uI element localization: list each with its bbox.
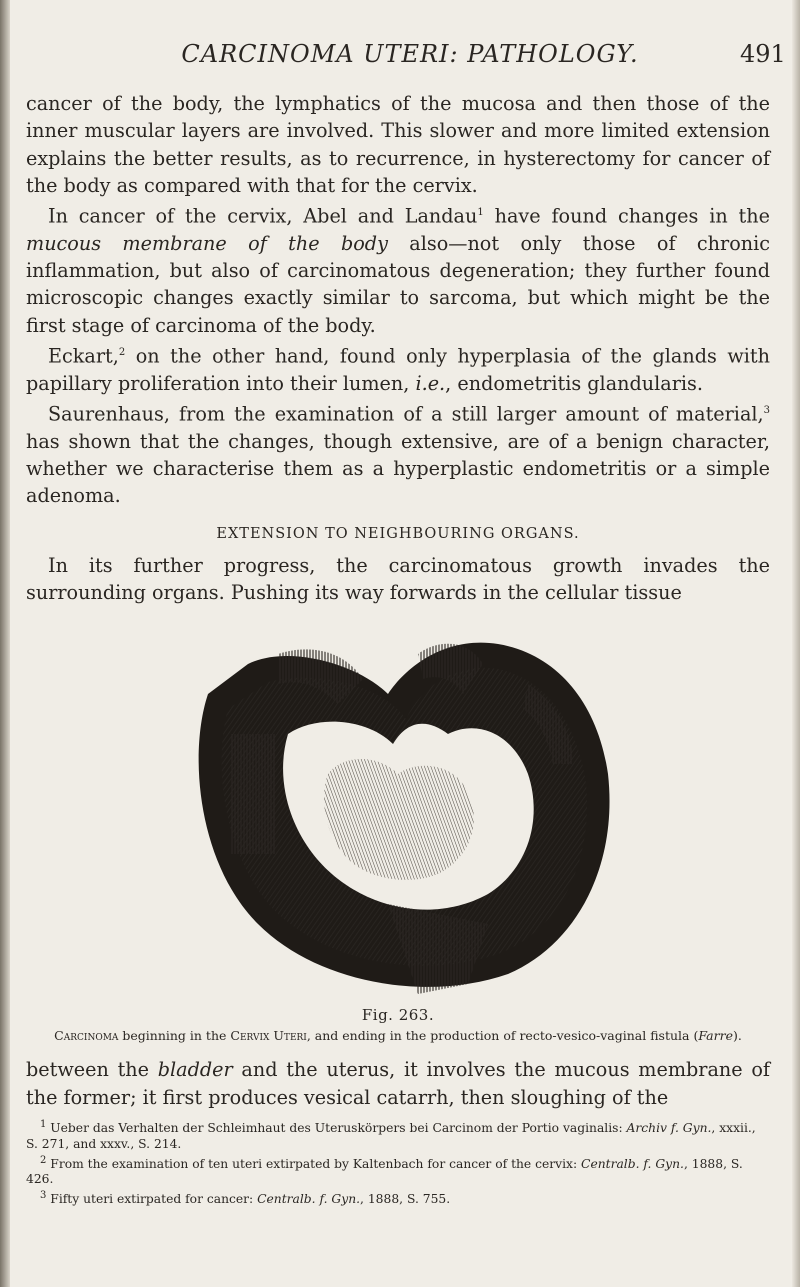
paragraph-text: have found changes in the (483, 204, 770, 228)
paragraph (26, 339, 770, 397)
footnote-text: , xxxii., S. 271, and xxxv., S. 214. (26, 1120, 756, 1151)
figure-label: Fig. 263. (361, 1006, 435, 1025)
caption-text: , and ending in the production of recto-vesico-vaginal fistula ( (306, 1028, 699, 1044)
footnote-italic: Centralb. f. Gyn. (581, 1156, 684, 1171)
paragraph-text: In cancer of the cervix, Abel and Landau (48, 204, 478, 228)
page-body (26, 90, 770, 1208)
caption-text: ). (732, 1028, 742, 1044)
footnote-text: , 1888, S. 755. (360, 1192, 451, 1207)
paragraph-text: on the other hand, found only hyperplasia of the glands with papillary proliferation into their lumen, (26, 344, 770, 395)
page-left-edge (0, 0, 10, 1287)
section-heading: EXTENSION TO NEIGHBOURING ORGANS. (216, 525, 580, 542)
italic-text: mucous membrane of the body (26, 231, 388, 255)
page-right-edge (792, 0, 800, 1287)
italic-text: i.e. (415, 371, 446, 395)
footnote-ref: 2 (118, 347, 126, 359)
caption-small-caps: Carcinoma (54, 1028, 119, 1044)
footnote-text: Fifty uteri extirpated for cancer: (46, 1192, 258, 1207)
footnote-number: 3 (40, 1190, 47, 1202)
footnotes (26, 1117, 770, 1208)
paragraph-text: has shown that the changes, though extensive, are of a benign character, whether we characterise them as a hyperplastic endometritis or a simple adenoma. (26, 429, 770, 508)
caption-italic: Farre (698, 1028, 733, 1044)
paragraph-text: Saurenhaus, from the examination of a still larger amount of material, (48, 402, 764, 426)
footnote-italic: Archiv f. Gyn. (626, 1120, 712, 1135)
caption-small-caps: Cervix Uteri (230, 1028, 307, 1044)
footnote-text: Ueber das Verhalten der Schleimhaut des Uteruskörpers bei Carcinom der Portio vaginalis: (46, 1120, 627, 1135)
paragraph (26, 1056, 770, 1111)
footnote-ref: 1 (477, 207, 484, 219)
footnote (26, 1153, 770, 1189)
footnote-text: From the examination of ten uteri extirpated by Kaltenbach for cancer of the cervix: (46, 1156, 582, 1171)
figure-caption (40, 1028, 756, 1044)
footnote (26, 1117, 770, 1153)
engraving-illustration (168, 624, 628, 1004)
footnote-ref: 3 (763, 405, 770, 417)
paragraph: cancer of the body, the lymphatics of the mucosa and then those of the inner muscular layers are involved. This slower and more limited extension explains the better results, as to recurrence, in hysterectomy for cancer of the body as compared with that for the cervix. (26, 92, 770, 197)
anatomical-engraving (168, 624, 628, 1004)
footnote-number: 1 (40, 1118, 47, 1130)
paragraph-text: also—not only those of chronic inflammation, but also of carcinomatous degeneration; they further found microscopic changes exactly similar to sarcoma, but which might be the first stage of carcinoma of the body. (26, 231, 770, 337)
paragraph-text: and the uterus, it involves the mucous membrane of the former; it first produces vesical catarrh, then sloughing of the (26, 1058, 770, 1109)
italic-text: bladder (157, 1058, 233, 1082)
footnote-text: , 1888, S. 426. (26, 1156, 743, 1187)
page-number: 491 (740, 40, 786, 68)
footnote (26, 1188, 770, 1208)
running-head: CARCINOMA UTERI: PATHOLOGY. (181, 40, 639, 68)
paragraph-text: between the (26, 1058, 158, 1082)
footnote-number: 2 (40, 1154, 47, 1166)
paragraph-text: Eckart, (48, 344, 119, 368)
paragraph (26, 199, 770, 339)
paragraph-text: , endometritis glandularis. (445, 371, 703, 395)
footnote-italic: Centralb. f. Gyn. (257, 1192, 361, 1207)
caption-text: beginning in the (118, 1028, 231, 1044)
paragraph (26, 397, 770, 510)
paragraph: In its further progress, the carcinomatous growth invades the surrounding organs. Pushing its way forwards in the cellular tissue (26, 553, 770, 604)
